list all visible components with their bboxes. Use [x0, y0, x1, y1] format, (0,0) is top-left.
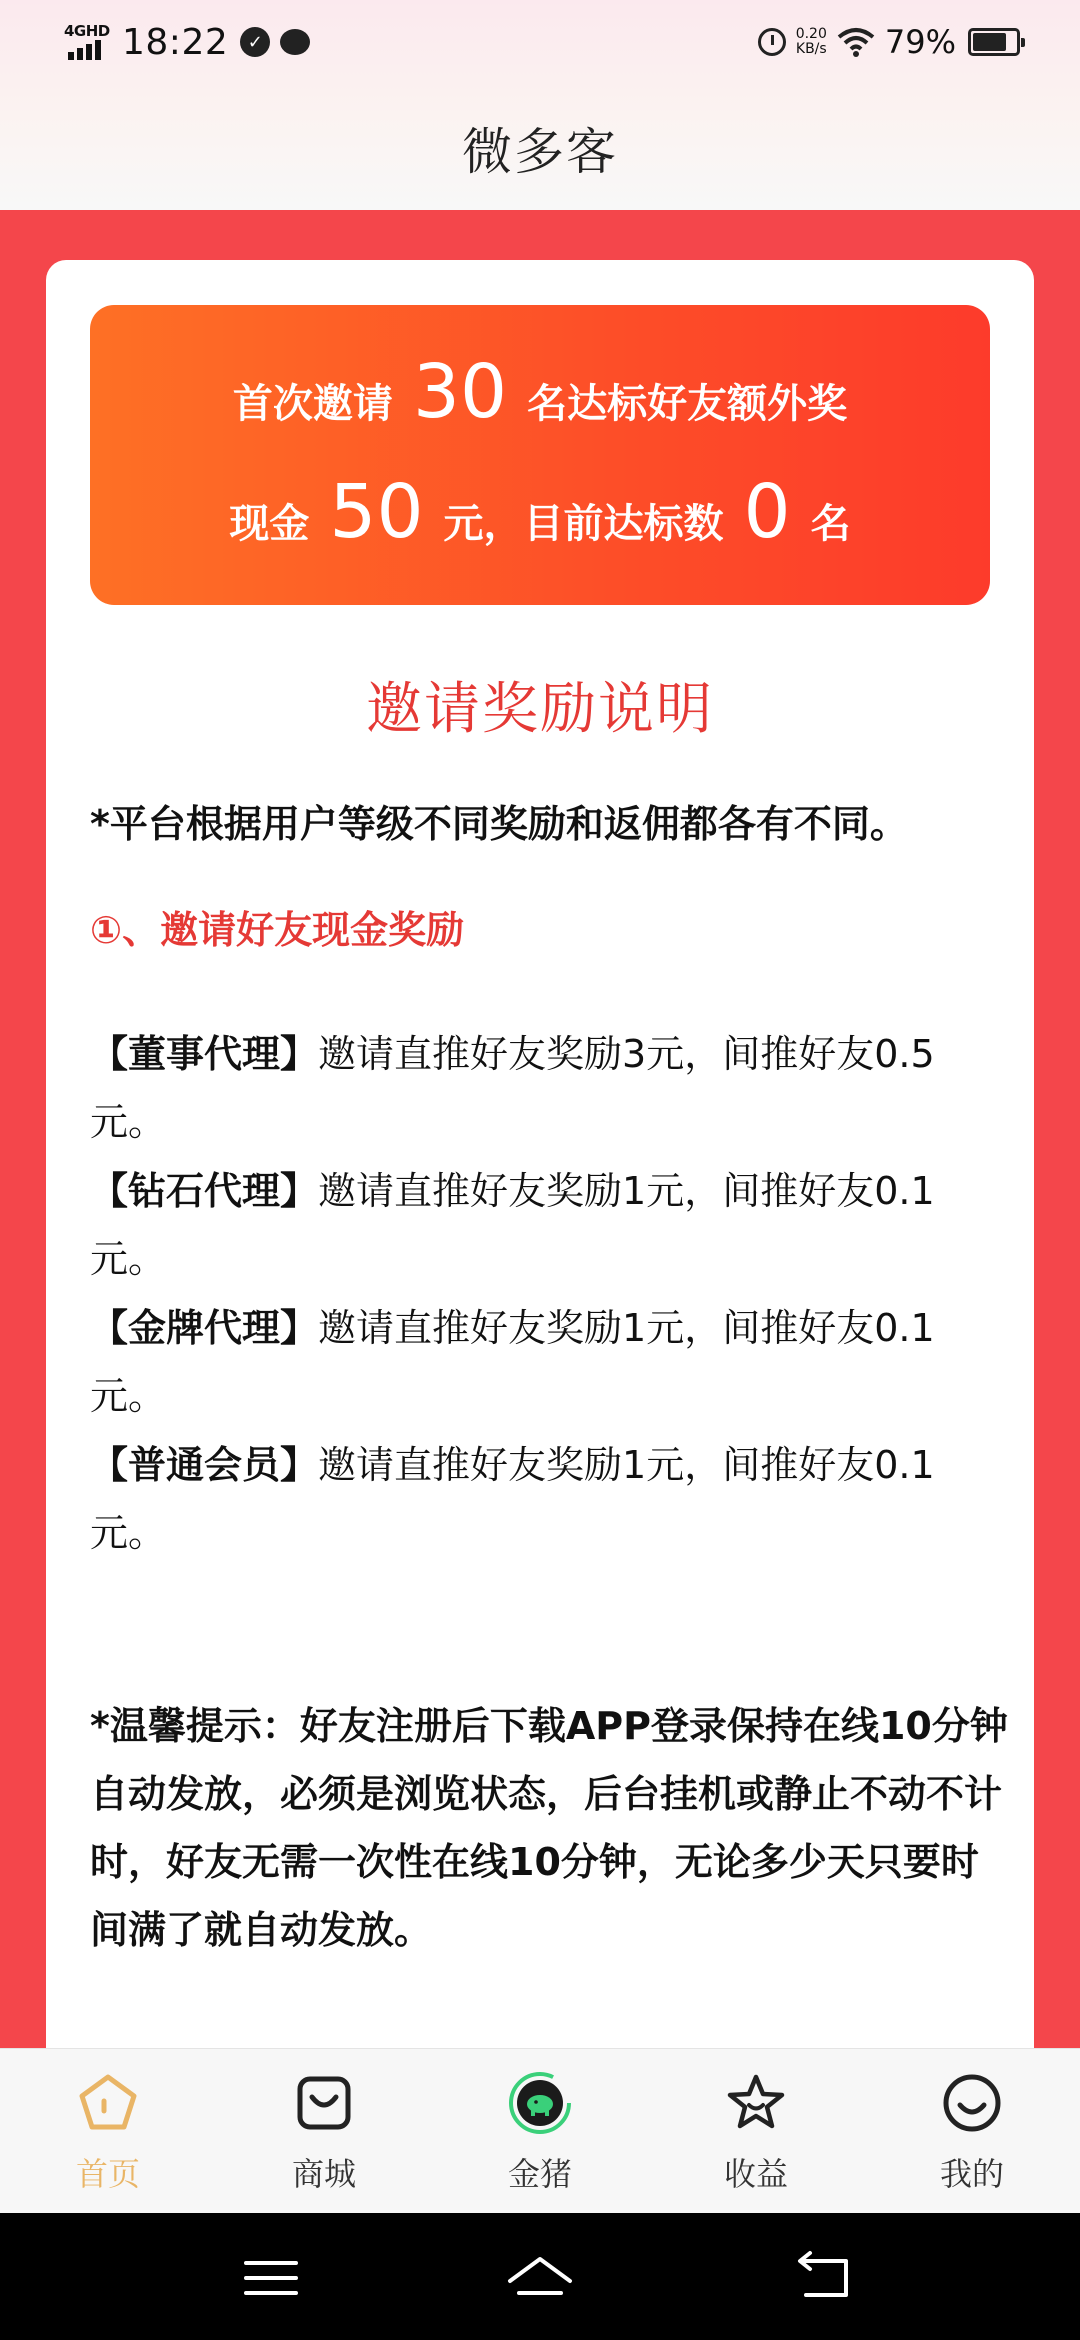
status-bar-left — [64, 18, 310, 66]
tab-label: 首页 — [75, 2155, 140, 2193]
tab-label: 收益 — [723, 2155, 788, 2193]
battery-fill — [973, 33, 1006, 51]
level-item — [90, 1431, 1010, 1568]
tab-mine[interactable] — [864, 2049, 1080, 2214]
banner-line1-suffix: 名达标好友额外奖 — [527, 381, 848, 427]
cash-amount: 50 — [329, 469, 424, 555]
tab-label: 我的 — [939, 2155, 1004, 2193]
star-icon — [724, 2071, 788, 2135]
page-title: 微多客 — [462, 123, 618, 181]
system-navigation-bar — [0, 2213, 1080, 2340]
battery-percent: 79% — [884, 23, 956, 61]
level-text: 邀请直推好友奖励1元，间推好友0.1元。 — [90, 1169, 935, 1281]
banner-line1-prefix: 首次邀请 — [232, 381, 393, 427]
check-circle-icon: ✓ — [240, 27, 270, 57]
warm-tip: *温馨提示：好友注册后下载APP登录保持在线10分钟自动发放，必须是浏览状态，后台挂机或静止不动不计时，好友无需一次性在线10分钟，无论多少天只要时间满了就自动发放。 — [90, 1704, 1008, 1952]
chat-bubble-icon — [280, 29, 310, 55]
banner-line-2 — [90, 469, 990, 555]
tab-earnings[interactable] — [648, 2049, 864, 2214]
level-text: 邀请直推好友奖励1元，间推好友0.1元。 — [90, 1306, 935, 1418]
banner-line2-middle: 元，目前达标数 — [443, 501, 724, 547]
tab-mall[interactable] — [216, 2049, 432, 2214]
cellular-signal-icon — [64, 22, 112, 62]
bottom-tab-bar — [0, 2048, 1080, 2214]
network-speed — [796, 27, 827, 57]
tab-label: 商城 — [291, 2155, 356, 2193]
level-text: 邀请直推好友奖励3元，间推好友0.5元。 — [90, 1032, 935, 1144]
tab-home[interactable] — [0, 2049, 216, 2214]
tab-label: 金猪 — [507, 2155, 572, 2193]
clock: 18:22 — [122, 21, 229, 63]
level-item — [90, 1157, 1010, 1294]
tab-golden-pig[interactable] — [432, 2049, 648, 2214]
level-text: 邀请直推好友奖励1元，间推好友0.1元。 — [90, 1443, 935, 1555]
status-bar — [0, 0, 1080, 84]
home-icon[interactable] — [505, 2243, 575, 2313]
network-type: 4GHD — [64, 22, 110, 40]
section-title: 邀请奖励说明 — [366, 677, 714, 742]
banner-line-1 — [90, 349, 990, 435]
golden-pig-icon — [508, 2071, 572, 2135]
current-count: 0 — [743, 469, 791, 555]
level-reward-list — [90, 1020, 1010, 1568]
level-label: 【钻石代理】 — [90, 1169, 319, 1213]
app-header — [0, 0, 1080, 210]
level-label: 【董事代理】 — [90, 1032, 319, 1076]
wifi-icon — [837, 27, 875, 57]
shopping-bag-icon — [292, 2071, 356, 2135]
alarm-clock-icon — [758, 28, 786, 56]
level-label: 【金牌代理】 — [90, 1306, 319, 1350]
menu-icon[interactable] — [236, 2243, 306, 2313]
invite-info-card — [46, 260, 1034, 2060]
level-item — [90, 1294, 1010, 1431]
smiley-icon — [940, 2071, 1004, 2135]
banner-line2-prefix: 现金 — [229, 501, 310, 547]
status-bar-right — [758, 18, 1020, 66]
invite-count: 30 — [412, 349, 508, 435]
back-icon[interactable] — [788, 2243, 858, 2313]
network-speed-value: 0.20 — [795, 26, 827, 42]
invite-bonus-banner — [90, 305, 990, 605]
subtitle-cash-reward: ①、邀请好友现金奖励 — [90, 908, 465, 952]
platform-note: *平台根据用户等级不同奖励和返佣都各有不同。 — [90, 802, 908, 846]
home-pentagon-icon — [76, 2071, 140, 2135]
banner-line2-suffix: 名 — [810, 501, 851, 547]
level-item — [90, 1020, 1010, 1157]
network-speed-unit: KB/s — [795, 41, 827, 57]
level-label: 【普通会员】 — [90, 1443, 319, 1487]
battery-icon — [968, 28, 1020, 56]
